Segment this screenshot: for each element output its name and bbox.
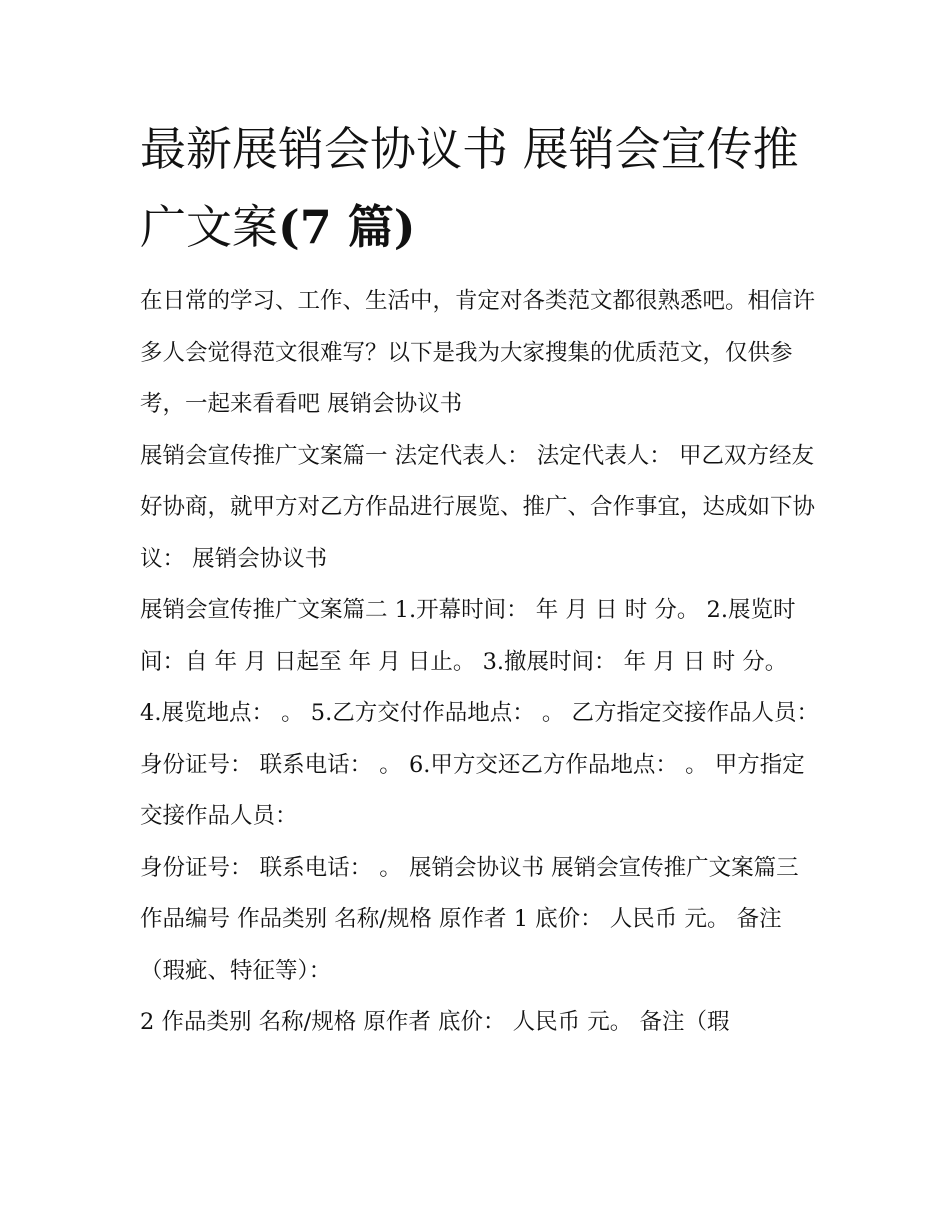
paragraph-intro: 在日常的学习、工作、生活中，肯定对各类范文都很熟悉吧。相信许多人会觉得范文很难写？以下是我为大家搜集的优质范文，仅供参考，一起来看看吧 展销会协议书	[140, 288, 816, 417]
title-main: 最新展销会协议书 展销会宣传推广文案	[140, 122, 799, 254]
title-suffix: (7 篇)	[278, 200, 416, 254]
paragraph-article-2: 展销会宣传推广文案篇二 1.开幕时间： 年 月 日 时 分。 2.展览时间：自 年 月 日起至 年 月 日止。 3.撤展时间： 年 月 日 时 分。	[140, 597, 796, 675]
paragraph-article-1: 展销会宣传推广文案篇一 法定代表人： 法定代表人： 甲乙双方经友好协商，就甲方对乙方作品进行展览、推广、合作事宜，达成如下协议： 展销会协议书	[140, 442, 816, 572]
paragraph-article-3: 身份证号： 联系电话： 。 展销会协议书 展销会宣传推广文案篇三 作品编号 作品类别 名称/规格 原作者 1 底价： 人民币 元。 备注（瑕疵、特征等）：	[140, 854, 799, 984]
document-title	[140, 110, 820, 266]
paragraph-item-2: 2 作品类别 名称/规格 原作者 底价： 人民币 元。 备注（瑕	[140, 1009, 730, 1035]
paragraph-locations: 4.展览地点： 。 5.乙方交付作品地点： 。 乙方指定交接作品人员： 身份证号： 联系电话： 。 6.甲方交还乙方作品地点： 。 甲方指定交接作品人员：	[140, 700, 820, 829]
document-page	[140, 110, 820, 1049]
